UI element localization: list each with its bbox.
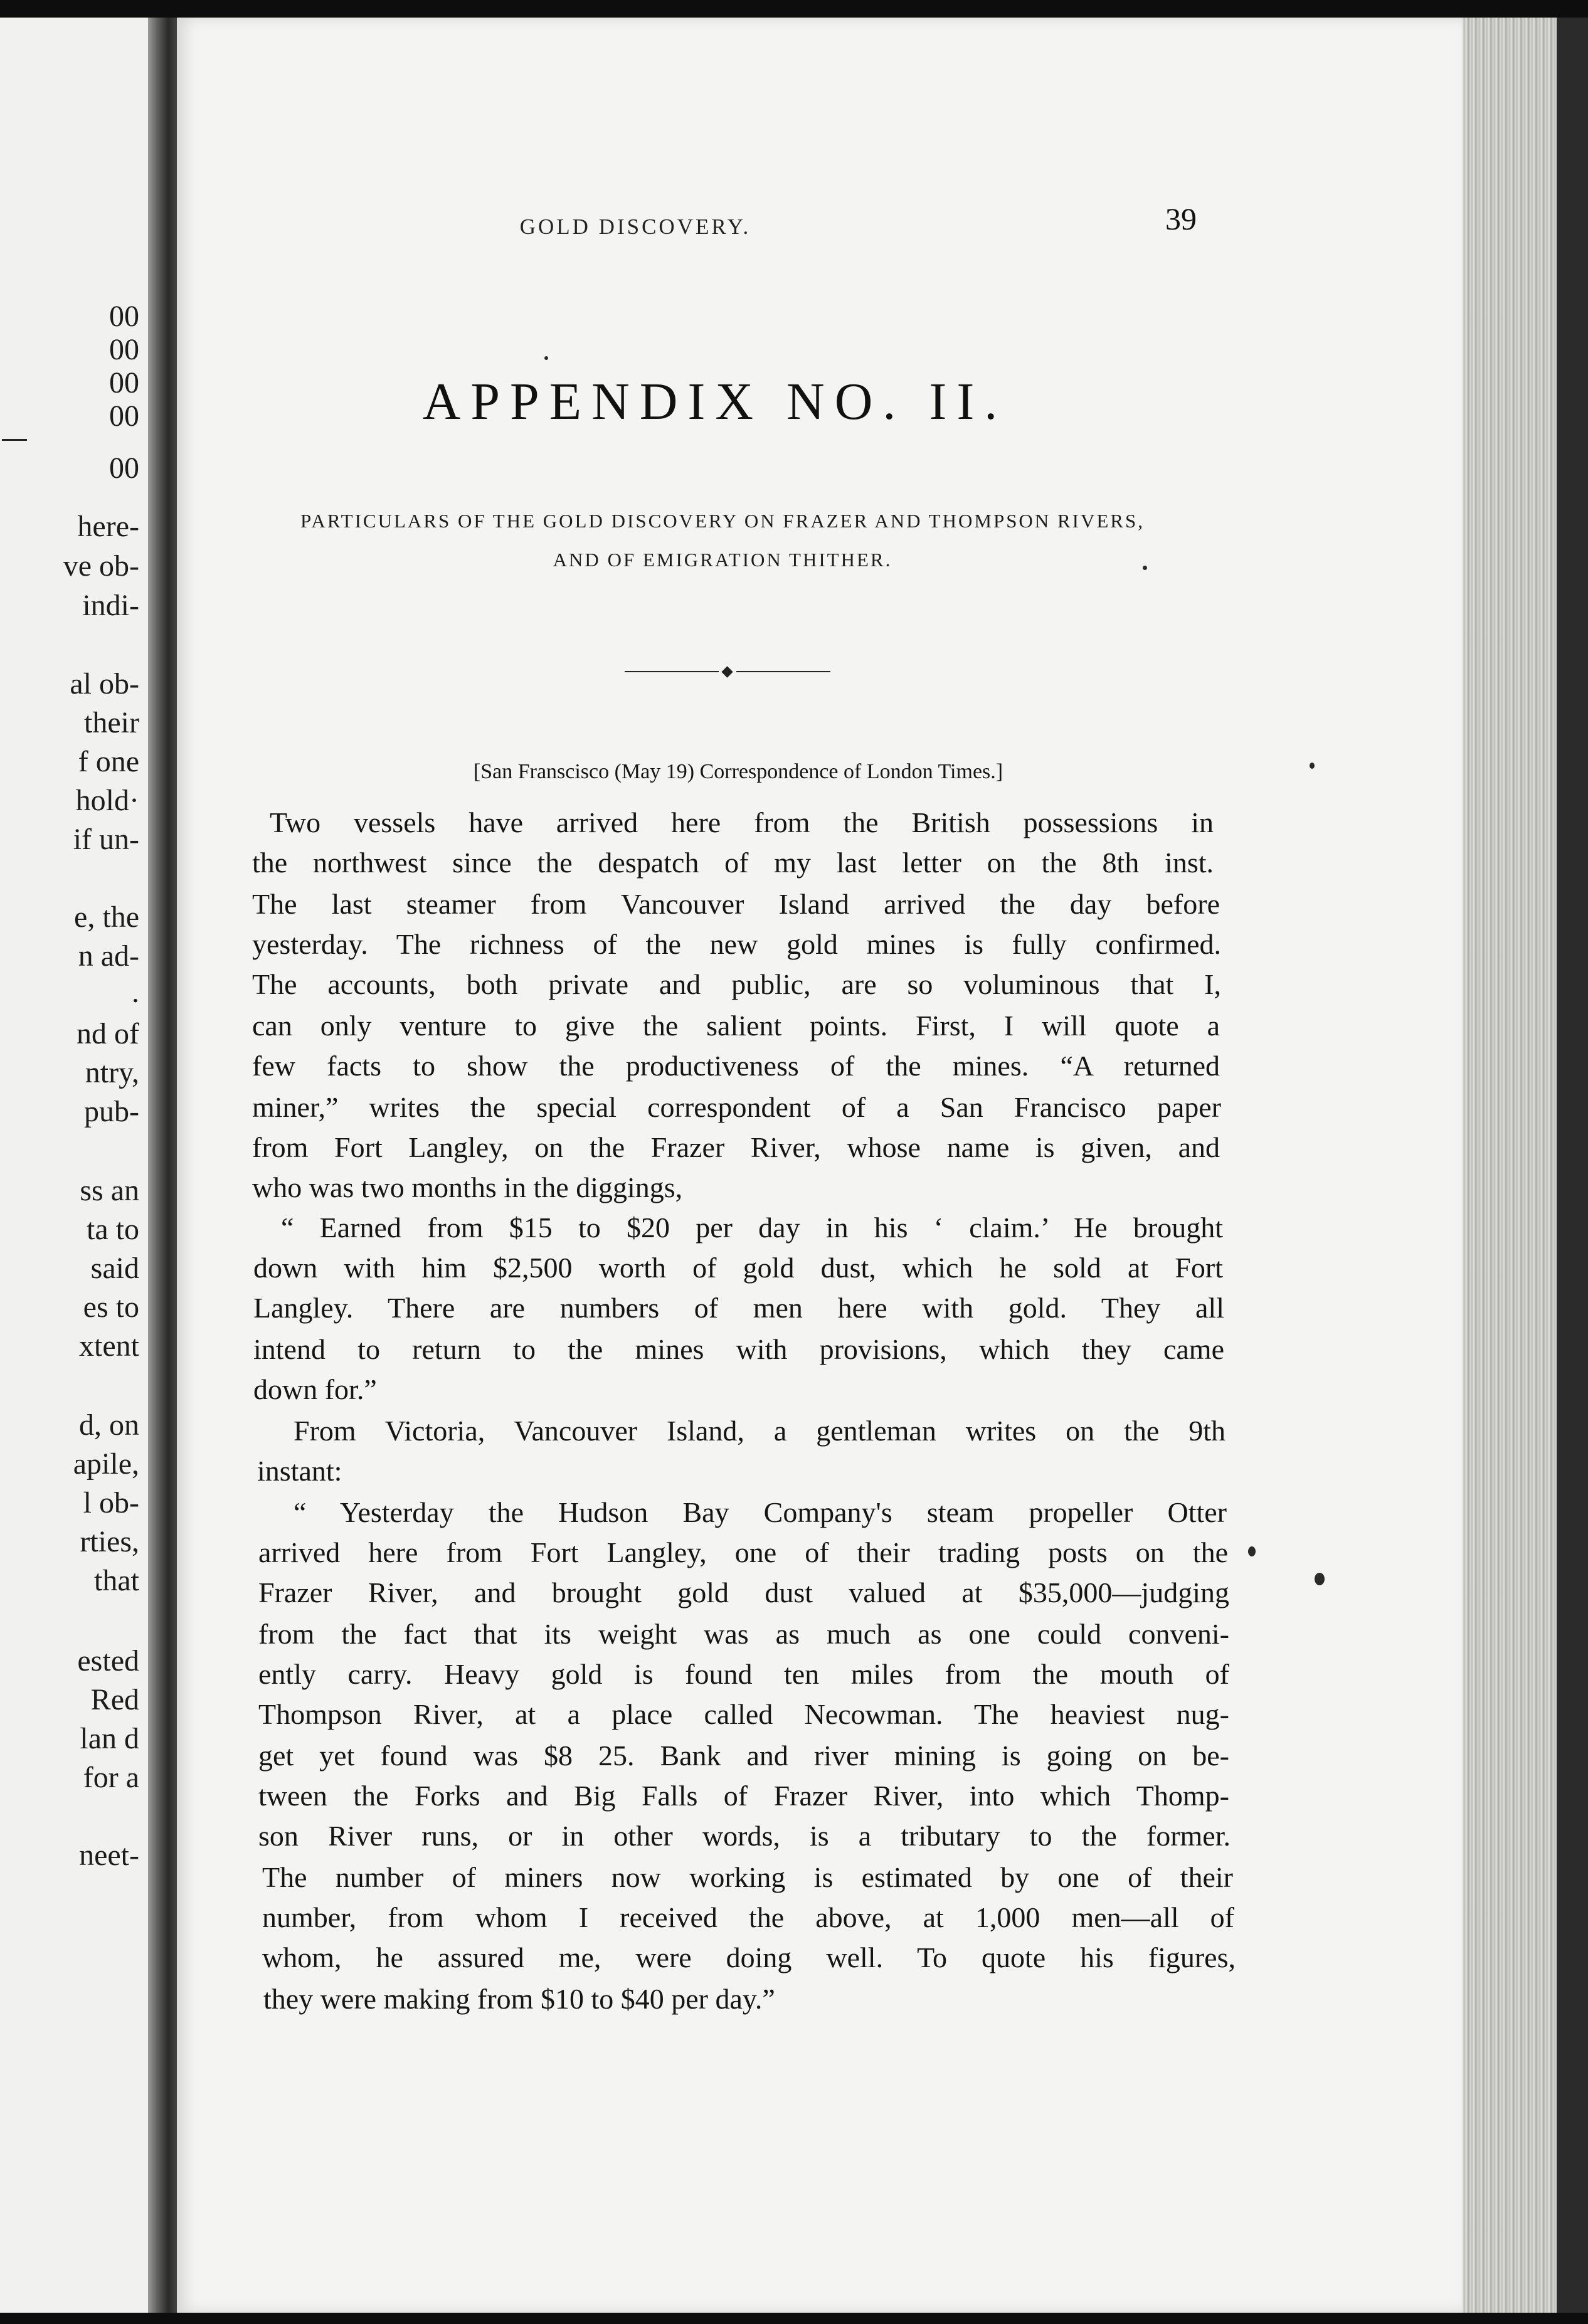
appendix-title: APPENDIX NO. II. xyxy=(422,372,1008,431)
facing-page-line: pub- xyxy=(84,1095,139,1128)
body-line: miner,” writes the special correspondent of a San Francisco paper xyxy=(252,1091,1221,1123)
facing-page-line: neet- xyxy=(79,1839,139,1872)
body-line: intend to return to the mines with provisions, which they came xyxy=(253,1333,1224,1365)
body-line: son River runs, or in other words, is a tributary to the former. xyxy=(258,1820,1231,1852)
facing-page-line: 00 xyxy=(109,399,139,433)
book-gutter xyxy=(148,18,177,2313)
facing-page-line: nd of xyxy=(77,1017,139,1050)
body-line: From Victoria, Vancouver Island, a gentleman writes on the 9th xyxy=(294,1415,1225,1447)
facing-page-line: e, the xyxy=(74,901,139,934)
body-line: get yet found was $8 25. Bank and river mining is going on be- xyxy=(258,1740,1229,1772)
body-line: from the fact that its weight was as much as one could conveni- xyxy=(258,1618,1229,1650)
body-line: whom, he assured me, were doing well. To quote his figures, xyxy=(262,1941,1236,1973)
body-line: tween the Forks and Big Falls of Frazer River, into which Thomp- xyxy=(258,1780,1229,1812)
body-line: they were making from $10 to $40 per day.” xyxy=(263,1983,775,2015)
facing-page-line: . xyxy=(132,976,139,1009)
body-line: Two vessels have arrived here from the British possessions in xyxy=(270,806,1214,838)
body-line: down with him $2,500 worth of gold dust, which he sold at Fort xyxy=(253,1252,1223,1284)
facing-page-line: l ob- xyxy=(83,1486,139,1519)
body-line: from Fort Langley, on the Frazer River, whose name is given, and xyxy=(252,1131,1220,1163)
ornament-rule-right xyxy=(736,671,830,672)
facing-page-line: hold· xyxy=(75,784,139,817)
body-line: Frazer River, and brought gold dust valued at $35,000—judging xyxy=(258,1577,1229,1608)
facing-page-line: that xyxy=(94,1564,139,1597)
facing-page-line: ta to xyxy=(87,1213,139,1246)
facing-page-line: 00 xyxy=(109,366,139,399)
body-line: number, from whom I received the above, at 1,000 men—all of xyxy=(262,1901,1234,1933)
body-line: down for.” xyxy=(253,1373,377,1405)
body-line: few facts to show the productiveness of the mines. “A returned xyxy=(252,1050,1220,1082)
body-line: “ Yesterday the Hudson Bay Company's steam propeller Otter xyxy=(294,1496,1227,1528)
body-line: ently carry. Heavy gold is found ten miles from the mouth of xyxy=(258,1658,1229,1690)
ornamental-rule xyxy=(625,666,833,677)
body-line: can only venture to give the salient points. First, I will quote a xyxy=(252,1010,1220,1042)
body-line: instant: xyxy=(257,1455,342,1487)
source-attribution: [San Franscisco (May 19) Correspondence of London Times.] xyxy=(473,760,1003,783)
facing-page-line: f one xyxy=(78,745,139,778)
facing-page-line: ve ob- xyxy=(63,549,139,583)
facing-page-line: indi- xyxy=(82,589,139,622)
body-line: The accounts, both private and public, are so voluminous that I, xyxy=(252,968,1221,1000)
body-line: yesterday. The richness of the new gold mines is fully confirmed. xyxy=(252,928,1221,960)
scan-border-right xyxy=(1557,18,1588,2313)
body-line: who was two months in the diggings, xyxy=(252,1171,683,1203)
body-line: arrived here from Fort Langley, one of their trading posts on the xyxy=(258,1536,1228,1568)
ornament-rule-left xyxy=(625,671,719,672)
facing-page xyxy=(0,18,148,2313)
facing-page-line: if un- xyxy=(73,823,139,856)
facing-page-line: d, on xyxy=(79,1408,139,1442)
facing-page-line: lan d xyxy=(80,1722,139,1755)
ornament-diamond-icon xyxy=(721,666,733,677)
facing-page-line: Red xyxy=(90,1683,139,1716)
body-line: the northwest since the despatch of my last letter on the 8th inst. xyxy=(252,847,1214,879)
facing-page-line: 00 xyxy=(109,333,139,366)
appendix-subtitle xyxy=(240,502,1205,579)
ink-speck xyxy=(1315,1573,1325,1585)
facing-page-line: 00 xyxy=(109,452,139,485)
facing-page-line: apile, xyxy=(73,1447,139,1481)
body-line: The number of miners now working is estimated by one of their xyxy=(262,1861,1233,1893)
body-line: The last steamer from Vancouver Island arrived the day before xyxy=(252,888,1220,920)
body-line: “ Earned from $15 to $20 per day in his ‘ claim.’ He brought xyxy=(281,1212,1223,1244)
facing-page-line: rties, xyxy=(80,1525,139,1558)
ink-speck xyxy=(1248,1546,1256,1556)
page-number: 39 xyxy=(1165,201,1197,236)
facing-page-line: es to xyxy=(83,1291,139,1324)
body-line: Thompson River, at a place called Necowman. The heaviest nug- xyxy=(258,1698,1229,1730)
facing-page-line: 00 xyxy=(109,300,139,333)
facing-page-line: said xyxy=(90,1252,139,1285)
body-line: Langley. There are numbers of men here with gold. They all xyxy=(253,1292,1224,1324)
facing-page-line: for a xyxy=(83,1761,139,1794)
facing-page-line: al ob- xyxy=(70,667,139,700)
facing-page-sum-rule xyxy=(2,439,27,441)
facing-page-line: here- xyxy=(77,510,139,543)
subtitle-line-1: PARTICULARS OF THE GOLD DISCOVERY ON FRAZER AND THOMPSON RIVERS, xyxy=(300,510,1145,532)
subtitle-line-2: AND OF EMIGRATION THITHER. xyxy=(553,549,892,571)
facing-page-line: ested xyxy=(77,1644,139,1677)
scan-border-bottom xyxy=(0,2313,1588,2324)
facing-page-line: their xyxy=(84,706,139,739)
facing-page-line: ss an xyxy=(80,1174,139,1207)
facing-page-line: xtent xyxy=(79,1329,139,1363)
scan-border-top xyxy=(0,0,1588,18)
ink-speck xyxy=(1143,566,1147,570)
page-stack-edge xyxy=(1463,18,1557,2313)
running-head: GOLD DISCOVERY. xyxy=(519,214,751,239)
facing-page-line: n ad- xyxy=(78,939,139,973)
facing-page-line: ntry, xyxy=(85,1056,139,1089)
ink-speck xyxy=(1310,763,1315,769)
ink-speck xyxy=(544,356,548,360)
